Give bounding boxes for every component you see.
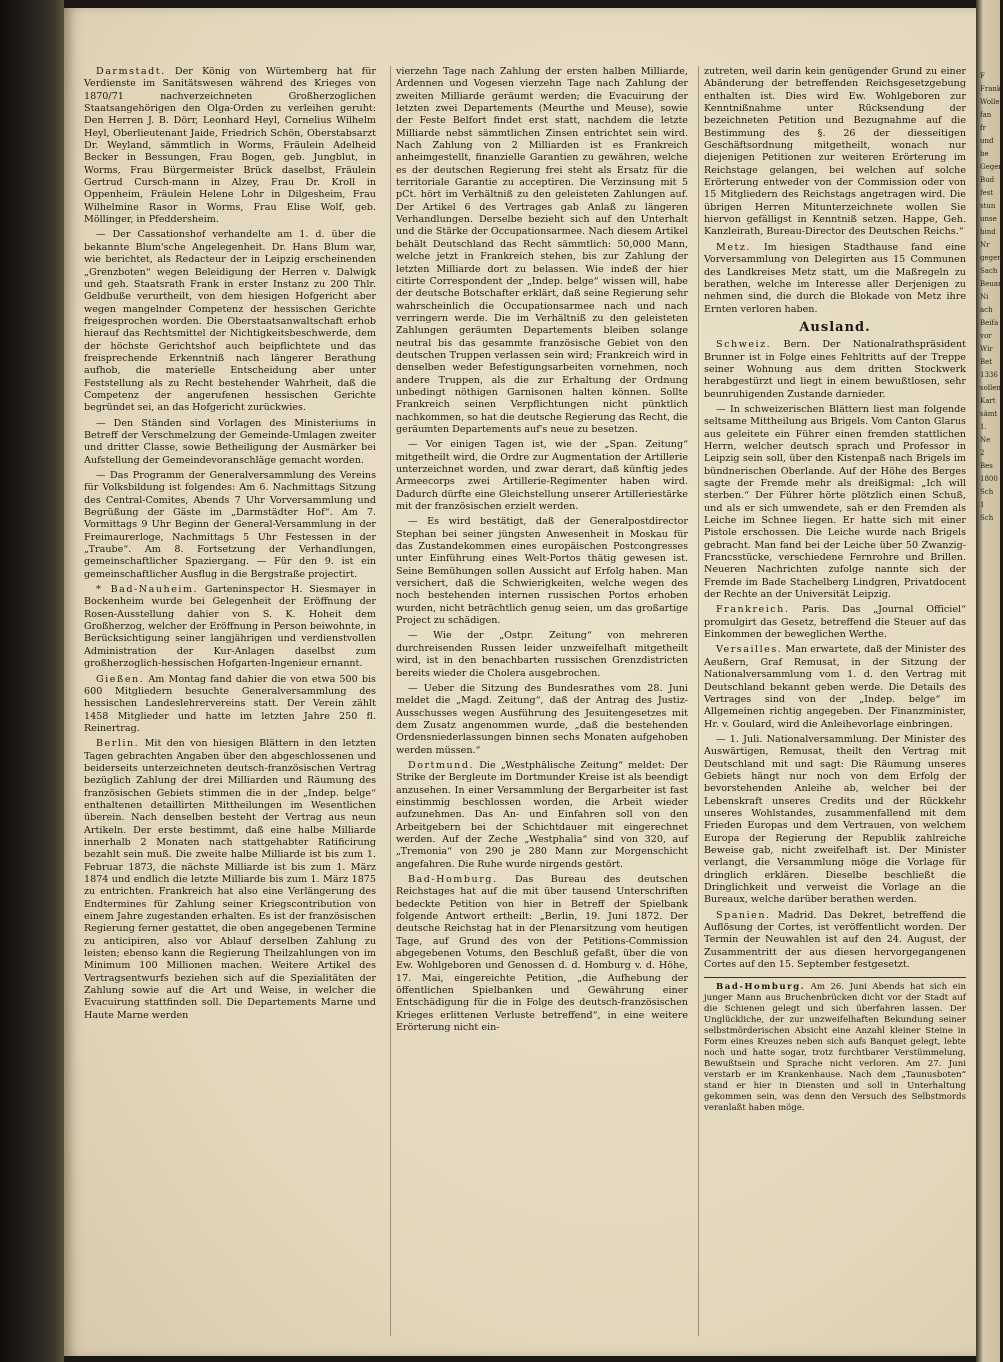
article-dateline: Dortmund. <box>408 759 475 771</box>
edge-fragment: Wir <box>980 345 993 353</box>
article-dateline: * Bad-Nauheim. <box>96 584 199 596</box>
article-dateline: Berlin. <box>96 738 140 750</box>
edge-fragment: Sch <box>980 488 994 496</box>
article-paragraph <box>704 404 966 602</box>
ausland-heading: Ausland. <box>799 319 871 335</box>
edge-fragment: Ne <box>980 436 991 444</box>
article-paragraph <box>396 439 688 513</box>
footnote-lead: Bad-Homburg. <box>716 982 806 993</box>
edge-fragment: fan <box>980 111 992 119</box>
column-divider-1 <box>390 66 391 1336</box>
article-text: Paris. Das „Journal Officiel“ promulgirt das Gesetz, betreffend die Steuer auf das Einkommen der beweglichen Werthe. <box>704 604 966 641</box>
column-1 <box>84 66 376 1025</box>
article-dateline: Metz. <box>716 241 751 253</box>
article-text: — 1. Juli. Nationalversammlung. Der Minister des Auswärtigen, Remusat, theilt den Vertrag mit Deutschland mit und sagt: Die Räumung unseres Gebiets hängt nur noch von dem Erfolg der bevorstehenden Anleihe ab, welcher bei der Lebenskraft unseres Credits und der Rückkehr unseres Wohlstandes, zusammenfallend mit dem Frieden Europas und dem Vertrauen, von welchem Europa der Regierung der Republik zahlreiche Beweise gab, nicht zweifelhaft ist. Der Minister verlangt, die Versammlung möge die Vorlage für dringlich erklären. Dieselbe beschließt die Dringlichkeit und verweist die Vorlage an die Bureaux, welche darüber berathen werden. <box>704 733 966 906</box>
book-binding <box>0 0 64 1362</box>
article-paragraph <box>396 516 688 627</box>
edge-fragment: 1 <box>980 501 985 509</box>
article-text: Mit den von hiesigen Blättern in den letzten Tagen gebrachten Angaben über den abgeschlossenen und beiderseits unterzeichneten deutsch-französischen Vertrag bezüglich Zahlung der drei Milliarden und Räumung des französischen Gebiets stimmen die in der „Indep. belge“ enthaltenen detaillirten Mittheilungen im Wesentlichen überein. Nach denselben besteht der Vertrag aus neun Artikeln. Der erste bestimmt, daß eine halbe Milliarde innerhalb 2 Monaten nach stattgehabter Ratificirung bezahlt sein muß. Die zweite halbe Milliarde ist bis zum 1. Februar 1873, die nächste Milliarde ist bis zum 1. März 1874 und endlich die letzte Milliarde bis zum 1. März 1875 zu entrichten. Frankreich hat also eine Verlängerung des Endtermines für Zahlung seiner Kriegscontribution von einem Jahre zugestanden erhalten. Es ist der französischen Regierung ferner gestattet, die oben angegebenen Termine zu anticipiren, also vor Ablauf derselben Zahlung zu leisten; ebenso kann die Regierung Theilzahlungen von im Minimum 100 Millionen machen. Weitere Artikel des Vertragsentwurfs beziehen sich auf die Spezialitäten der Zahlung sowie auf die Art und Weise, in welcher die Evacuirung stattfinden soll. Die Departements Marne und Haute Marne werden <box>84 738 376 1021</box>
edge-fragment: fr <box>980 124 986 132</box>
column-3-top-articles <box>704 66 966 316</box>
edge-fragment: 1800 <box>980 475 998 483</box>
article-dateline: Gießen. <box>96 673 145 685</box>
article-text: Garteninspector H. Siesmayer in Bockenheim wurde bei Gelegenheit der Eröffnung der Rosen-Ausstellung dahier von S. K. Hoheit dem Großherzog, welcher der Eröffnung in Person beiwohnte, in Berücksichtigung seiner langjährigen und verdienstvollen Administration der Kur-Anlagen daselbst zum großherzoglich-hessischen Hofgarten-Ingenieur ernannt. <box>84 584 376 670</box>
article-paragraph <box>704 734 966 907</box>
article-paragraph <box>84 66 376 226</box>
column-3 <box>704 66 966 1117</box>
article-paragraph <box>84 418 376 467</box>
article-text: Die „Westphälische Zeitung“ meldet: Der Strike der Bergleute im Dortmunder Kreise ist als beendigt anzusehen. In einer Versammlung der Bergarbeiter ist fast einstimmig beschlossen worden, die Arbeit wieder aufzunehmen. Das An- und Einfahren soll von den Arbeitgebern bei der Schichtdauer mit eingerechnet werden. Auf der Zeche „Westphalia“ sind von 320, auf „Tremonia“ von 290 je 280 Mann zur Morgenschicht angefahren. Die Ruhe wurde nirgends gestört. <box>396 759 688 870</box>
edge-fragment: Kart <box>980 397 996 405</box>
footnote-rule <box>704 977 966 978</box>
article-text: Der König von Würtemberg hat für Verdienste im Sanitätswesen während des Krieges von 1870/71 nachverzeichneten Großherzoglichen Staatsangehörigen den Olga-Orden zu verleihen geruht: Den Herren J. B. Dörr, Leonhard Heyl, Cornelius Wilhelm Heyl, Oberlieutenant Jaide, Friedrich Schön, Oberstabsarzt Dr. Weyland, sämmtlich in Worms, Fräulein Adelheid Becker in Bessungen, Frau Bogen, geb. Jungblut, in Worms, Frau Bürgermeister Brück daselbst, Fräulein Gertrud Cursch-mann in Alzey, Frau Dr. Kroll in Oppenheim, Fräulein Helene Lohr in Dilgesheim, Frau Wilhelmine Rasor in Worms, Frau Elise Wolf, geb. Möllinger, in Pfeddersheim. <box>84 66 376 226</box>
edge-fragment: fest <box>980 189 994 197</box>
article-dateline: Darmstadt. <box>96 66 166 77</box>
edge-fragment: 1. <box>980 423 987 431</box>
article-paragraph <box>704 242 966 316</box>
article-paragraph <box>704 644 966 730</box>
article-paragraph <box>704 604 966 641</box>
edge-fragment: Frank <box>980 85 1002 93</box>
article-paragraph <box>396 760 688 871</box>
article-text: Am Montag fand dahier die von etwa 500 bis 600 Mitgliedern besuchte Generalversammlung des hessischen Landeslehrervereins statt. Der Verein zählt 1458 Mitglieder und hatte im letzten Jahre 250 fl. Reinertrag. <box>84 673 376 734</box>
article-dateline: Schweiz. <box>716 339 772 351</box>
edge-fragment: Nr <box>980 241 990 249</box>
article-text: Bern. Der Nationalrathspräsident Brunner ist in Folge eines Fehltritts auf der Treppe seiner Wohnung aus dem dritten Stockwerk herabgestürzt und liegt in einem bewußtlosen, sehr beunruhigenden Zustande darnieder. <box>704 339 966 400</box>
edge-fragment: bind <box>980 228 996 236</box>
edge-fragment: Bes <box>980 462 993 470</box>
ausland-articles <box>704 339 966 971</box>
column-divider-2 <box>698 66 699 1336</box>
edge-fragment: be <box>980 150 989 158</box>
article-text: Im hiesigen Stadthause fand eine Vorversammlung von Delegirten aus 15 Communen des Landkreises Metz statt, um die Maßregeln zu berathen, welche im Interesse aller Derjenigen zu nehmen sind, die durch die Blokade von Metz ihre Ernten verloren haben. <box>704 241 966 315</box>
article-dateline: Spanien. <box>716 909 771 921</box>
edge-fragment: unse <box>980 215 997 223</box>
article-text: — Vor einigen Tagen ist, wie der „Span. Zeitung“ mitgetheilt wird, die Ordre zur Augmentation der Artillerie unterzeichnet worden, und zwar derart, daß künftig jedes Armeecorps zwei Artillerie-Regimenter haben wird. Dadurch dürfte eine Gleichstellung unserer Artilleriestärke mit der französischen erzielt werden. <box>396 439 688 513</box>
edge-fragment: Ni <box>980 293 989 301</box>
footnote-text: Am 26. Juni Abends hat sich ein junger Mann aus Bruchenbrücken dicht vor der Stadt auf die Schienen gelegt und sich überfahren lassen. Der Unglückliche, der zur unzweifelhaften Bekundung seiner selbstmörderischen Absicht eine Anzahl kleiner Steine in Form eines Kreuzes neben sich aufs Banquet gelegt, lebte noch und hatte sogar, trotz furchtbarer Verstümmelung, Bewußtsein und Sprache nicht verloren. Am 27. Juni verstarb er im Krankenhause. Nach dem „Taunusboten“ stand er hier in Diensten und soll in Unterhaltung gekommen sein, was denn den Versuch des Selbstmords veranlaßt haben möge. <box>704 982 966 1114</box>
article-dateline: Bad-Homburg. <box>408 874 498 885</box>
edge-fragment: Beifa <box>980 319 999 327</box>
article-paragraph <box>704 339 966 401</box>
edge-fragment: ach <box>980 306 993 314</box>
article-paragraph <box>396 683 688 757</box>
edge-fragment: Wolle <box>980 98 1000 106</box>
article-text: — Der Cassationshof verhandelte am 1. d. über die bekannte Blum'sche Angelegenheit. Dr. Hans Blum war, wie berichtet, als Redacteur der in Leipzig erscheinenden „Grenzboten“ wegen Beleidigung der Herren v. Dalwigk und geh. Staatsrath Frank in erster Instanz zu 200 Thlr. Geldbuße verurtheilt, von dem hiesigen Hofgericht aber wegen mangelnder Competenz der hessischen Gerichte freigesprochen worden. Die Oberstaatsanwaltschaft erhob hierauf das Rechtsmittel der Nichtigkeitsbeschwerde, dem der höchste Gerichtshof auch beipflichtete und das freisprechende Erkenntniß nach längerer Berathung aufhob, die materielle Entscheidung aber unter Feststellung als zu Recht bestehender Wahrheit, daß die Competenz der angerufenen hessischen Gerichte begründet sei, an das Hofgericht zurückwies. <box>84 229 376 414</box>
edge-fragment: stun <box>980 202 996 210</box>
article-text: Das Bureau des deutschen Reichstages hat auf die mit über tausend Unterschriften bedeckte Petition von hier in Betreff der Spielbank folgende Antwort ertheilt: „Berlin, 19. Juni 1872. Der deutsche Reichstag hat in der Plenarsitzung vom heutigen Tage, auf Grund des von der Petitions-Commission abgegebenen Votums, den Beschluß gefaßt, über die von Ew. Wohlgeboren und Genossen d. d. Homburg v. d. Höhe, 17. Mai, eingereichte Petition, „die Aufhebung der öffentlichen Spielbanken und Gewährung einer Entschädigung für die in Folge des deutsch-französischen Krieges erlittenen Verluste betreffend“, in eine weitere Erörterung nicht ein- <box>396 874 688 1034</box>
article-dateline: Frankreich. <box>716 604 790 616</box>
article-paragraph <box>704 66 966 239</box>
edge-fragment: sollen <box>980 384 1001 392</box>
column-2 <box>396 66 688 1037</box>
adjacent-page-fragments <box>980 70 1003 525</box>
article-text: vierzehn Tage nach Zahlung der ersten halben Milliarde, Ardennen und Vogesen vierzehn Tage nach Zahlung der zweiten Milliarde geräumt werden; die Evacuirung der letzten zwei Departements (Meurthe und Meuse), sowie der Feste Belfort findet erst statt, nachdem die letzte Milliarde nebst sämmtlichen Zinsen entrichtet sein wird. Nach Zahlung von 2 Milliarden ist es Frankreich anheimgestellt, finanzielle Garantien zu gewähren, welche es der deutschen Regierung frei steht als Ersatz für die territoriale Garantie zu acceptiren. Die Verzinsung mit 5 pCt. hört im Verhältniß zu den geleisteten Zahlungen auf. Der Artikel 6 des Vertrages gab Anlaß zu längeren Verhandlungen. Derselbe bezieht sich auf den Unterhalt und die Stärke der Occupationsarmee. Nach diesem Artikel behält Deutschland das Recht sämmtlich: 50,000 Mann, welche jetzt in Frankreich stehen, bis zur Zahlung der letzten Milliarde dort zu belassen. Wie indeß der hier citirte Correspondent der „Indep. belge“ wissen will, habe der deutsche Botschafter erklärt, daß seine Regierung sehr wahrscheinlich die Occupationsarmee nach und nach verringern werde. Die im Verhältniß zu den geleisteten Zahlungen geräumten Departements bleiben solange neutral bis das gesammte französische Gebiet von den deutschen Truppen verlassen sein wird; Frankreich wird in denselben weder Befestigungsarbeiten vornehmen, noch andere Truppen, als die zur Erhaltung der Ordnung unbedingt nöthigen Garnisonen halten können. Sollte Frankreich seinen Verpflichtungen nicht pünktlich nachkommen, so hat die deutsche Regierung das Recht, die geräumten Departements auf's neue zu besetzen. <box>396 66 688 435</box>
article-text: Madrid. Das Dekret, betreffend die Auflösung der Cortes, ist veröffentlicht worden. Der Termin der Neuwahlen ist auf den 24. August, der Zusammentritt der aus diesen hervorgegangenen Cortes auf den 15. September festgesetzt. <box>704 909 966 971</box>
edge-fragment: gegen <box>980 254 1002 262</box>
article-text: — Es wird bestätigt, daß der Generalpostdirector Stephan bei seiner jüngsten Anwesenheit in Moskau für das Zustandekommen eines europäischen Postcongresses unter Einführung eines Welt-Portos thätig gewesen ist. Seine Bemühungen sollen Aussicht auf Erfolg haben. Man versichert, daß die Schwierigkeiten, welche wegen des noch bestehenden internen russischen Portos erhoben wurden, nicht beträchtlich genug seien, um das großartige Project zu schädigen. <box>396 516 688 627</box>
edge-fragment: Bud <box>980 176 995 184</box>
edge-fragment: und <box>980 137 994 145</box>
article-text: Man erwartete, daß der Minister des Aeußern, Graf Remusat, in der Sitzung der Nationalversammlung vom 1. d. den Vertrag mit Deutschland bekannt geben werde. Die Details des Vertrages sind von der „Indep. belge“ im Allgemeinen richtig angegeben. Der Finanzminister, Hr. v. Goulard, wird die Anleihevorlage einbringen. <box>704 644 966 730</box>
edge-fragment: F <box>980 72 985 80</box>
footnote-article <box>704 982 966 1114</box>
edge-fragment: 2 <box>980 449 985 457</box>
article-dateline: Versailles. <box>716 644 783 656</box>
article-text: zutreten, weil darin kein genügender Grund zu einer Abänderung der betreffenden Reichsgesetzgebung enthalten ist. Dies wird Ew. Wohlgeboren zur Kenntnißnahme unter Rücksendung der bezeichneten Petition und Bezugnahme auf die Bestimmung des §. 26 der diesseitigen Geschäftsordnung mitgetheilt, wonach nur diejenigen Petitionen zur weiteren Erörterung im Reichstage gelangen, bei welchen auf solche Erörterung entweder von der Commission oder von 15 Mitgliedern des Reichstags angetragen wird. Die übrigen Herren Mitunterzeichnete wollen Sie hiervon gefälligst in Kenntniß setzen. Happe, Geh. Kanzleirath, Bureau-Director des Deutschen Reichs.“ <box>704 66 966 238</box>
edge-fragment: Sch <box>980 514 994 522</box>
edge-fragment: vor <box>980 332 992 340</box>
article-paragraph <box>396 630 688 679</box>
article-paragraph <box>396 874 688 1034</box>
article-paragraph <box>84 584 376 670</box>
article-text: — Den Ständen sind Vorlagen des Ministeriums in Betreff der Verschmelzung der Gemeinde-Umlagen zweiter und dritter Classe, sowie Betheiligung der Ausmärker bei Aufstellung der Gemeindevoranschläge gemacht worden. <box>84 417 376 466</box>
article-text: — Ueber die Sitzung des Bundesrathes vom 28. Juni meldet die „Magd. Zeitung“, daß der Antrag des Justiz-Ausschusses wegen Ausführung des Jesuitengesetzes mit dem Zusatz angenommen wurde, „daß die bestehenden Ordensniederlassungen binnen sechs Monaten aufgehoben werden müssen.“ <box>396 682 688 756</box>
edge-fragment: Beuar <box>980 280 1002 288</box>
article-paragraph <box>84 738 376 1022</box>
article-text: — In schweizerischen Blättern liest man folgende seltsame Mittheilung aus Brigels. Vom Canton Glarus aus geleitete ein Führer einen fremden stattlichen Herrn, welcher deutsch sprach und Professor in Leipzig sein soll, über den Kistenpaß nach Brigels im bündnerischen Oberlande. Auf der Höhe des Berges sagte der Fremde mehr als dreißigmal: „Ich will sterben.“ Der Führer hörte plötzlich einen Schuß, und als er sich umwendete, sah er den Fremden als Leiche im Schnee liegen. Er hatte sich mit einer Pistole erschossen. Die Leiche wurde nach Brigels gebracht. Man fand bei der Leiche über 50 Zwanzig-Francsstücke, verschiedene Fernrohre und Brillen. Neueren Nachrichten zufolge nannte sich der Fremde im Bade Stachelberg Lindgren, Privatdocent der Rechte an der Universität Leipzig. <box>704 403 966 601</box>
edge-fragment: Sach <box>980 267 998 275</box>
edge-fragment: Bet <box>980 358 993 366</box>
edge-fragment: Gegen <box>980 163 1003 171</box>
article-paragraph <box>396 66 688 436</box>
edge-fragment: 1336 <box>980 371 998 379</box>
edge-fragment: sämt <box>980 410 998 418</box>
article-paragraph <box>84 229 376 414</box>
article-text: — Das Programm der Generalversammlung des Vereins für Volksbildung ist folgendes: Am 6. Nachmittags Sitzung des Central-Comites, Abends 7 Uhr Vorversammlung und Begrüßung der Gäste im „Darmstädter Hof“. Am 7. Vormittags 9 Uhr Beginn der General-Versammlung in der Freimaurerloge, Nachmittags 5 Uhr Festessen in der „Traube“. Am 8. Fortsetzung der Verhandlungen, gemeinschaftlicher Spaziergang. — Für den 9. ist ein gemeinschaftlicher Ausflug in die Bergstraße projectirt. <box>84 470 376 580</box>
article-paragraph <box>84 674 376 736</box>
article-text: — Wie der „Ostpr. Zeitung“ von mehreren durchreisenden Russen leider unzweifelhaft mitgetheilt wird, ist in den benachbarten russischen Grenzdistricten bereits wieder die Cholera ausgebrochen. <box>396 630 688 679</box>
article-paragraph <box>704 910 966 972</box>
article-paragraph <box>84 470 376 581</box>
